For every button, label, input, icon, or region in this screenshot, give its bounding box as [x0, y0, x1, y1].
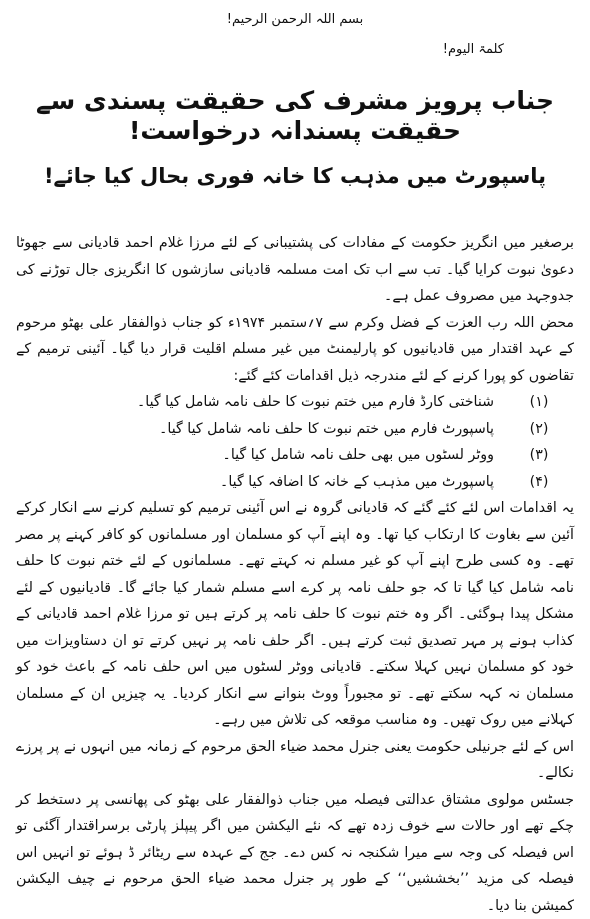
- list-item: [16, 389, 574, 416]
- list-text: پاسپورٹ میں مذہب کے خانہ کا اضافہ کیا گیا۔: [16, 469, 504, 496]
- paragraph-5: جسٹس مولوی مشتاق عدالتی فیصلہ میں جناب ذوالفقار علی بھٹو کی پھانسی پر دستخط کر چکے تھے اور حالات سے خوف زدہ تھے کہ نئے الیکشن میں اگر پیپلز پارٹی برسراقتدار آگئی تو اس فیصلہ کی وجہ سے میرا شکنجہ نہ کس دے۔ جج کے عہدہ سے ریٹائر ڈ ہوئے تو انہیں اس فیصلہ کی مزید ’’بخششیں‘‘ کے طور پر جنرل محمد ضیاء الحق مرحوم نے چیف الیکشن کمیشن بنا دیا۔: [16, 787, 574, 919]
- section-label: کلمۃ الیوم!: [443, 42, 504, 57]
- list-number: (۱): [504, 389, 574, 416]
- list-text: پاسپورٹ فارم میں ختم نبوت کا حلف نامہ شامل کیا گیا۔: [16, 416, 504, 443]
- list-number: (۴): [504, 469, 574, 496]
- paragraph-4: اس کے لئے جرنیلی حکومت یعنی جنرل محمد ضیاء الحق مرحوم کے زمانہ میں انہوں نے پر پرزے نکالے۔: [16, 734, 574, 787]
- list-text: ووٹر لسٹوں میں بھی حلف نامہ شامل کیا گیا۔: [16, 442, 504, 469]
- list-item: [16, 442, 574, 469]
- list-text: شناختی کارڈ فارم میں ختم نبوت کا حلف نامہ شامل کیا گیا۔: [16, 389, 504, 416]
- headline: جناب پرویز مشرف کی حقیقت پسندی سے حقیقت پسندانہ درخواست!: [22, 86, 568, 146]
- paragraph-2: محض اللہ رب العزت کے فضل وکرم سے ۷؍ستمبر ۱۹۷۴ء کو جناب ذوالفقار علی بھٹو مرحوم کے عہد اقتدار میں قادیانیوں کو پارلیمنٹ میں غیر مسلم اقلیت قرار دیا گیا۔ آئینی ترمیم کے تقاضوں کو پورا کرنے کے لئے مندرجہ ذیل اقدامات کئے گئے:: [16, 310, 574, 390]
- paragraph-1: برصغیر میں انگریز حکومت کے مفادات کی پشتیبانی کے لئے مرزا غلام احمد قادیانی سے جھوٹا دعویٰ نبوت کرایا گیا۔ تب سے اب تک امت مسلمہ قادیانی سازشوں کا انگریزی جال توڑنے کی جدوجہد میں مصروف عمل ہے۔: [16, 230, 574, 310]
- list-number: (۲): [504, 416, 574, 443]
- subheadline: پاسپورٹ میں مذہب کا خانہ فوری بحال کیا جائے!: [40, 164, 550, 189]
- article-body: [16, 230, 574, 919]
- list-item: [16, 469, 574, 496]
- list-item: [16, 416, 574, 443]
- bismillah-heading: بسم اللہ الرحمن الرحیم!: [0, 12, 590, 27]
- list-number: (۳): [504, 442, 574, 469]
- paragraph-3: یہ اقدامات اس لئے کئے گئے کہ قادیانی گروہ نے اس آئینی ترمیم کو تسلیم کرنے سے انکار کرکے آئین سے بغاوت کا ارتکاب کیا تھا۔ وہ اپنے آپ کو مسلمان اور مسلمانوں کو کافر کہنے پر مصر تھے۔ وہ کسی طرح اپنے آپ کو غیر مسلم نہ کہتے تھے۔ مسلمانوں کے لئے ختم نبوت کا حلف نامہ شامل کیا گیا تا کہ جو حلف نامہ پر کرے اسے مسلم شمار کیا جائے گا۔ قادیانیوں کے لئے مشکل پیدا ہوگئی۔ اگر وہ ختم نبوت کا حلف نامہ پر کرتے ہیں تو مرزا غلام احمد قادیانی کے کذاب ہونے پر مہر تصدیق ثبت کرتے ہیں۔ اگر حلف نامہ پر نہیں کرتے تو ان دستاویزات میں خود کو مسلمان نہیں کہلا سکتے۔ قادیانی ووٹر لسٹوں میں اس حلف نامہ کے باعث خود کو مسلمان نہ کہہ سکتے تھے۔ تو مجبوراً ووٹ بنوانے سے انکار کردیا۔ یہ چیزیں ان کے مسلمان کہلانے میں روک تھیں۔ وہ مناسب موقعہ کی تلاش میں رہے۔: [16, 495, 574, 734]
